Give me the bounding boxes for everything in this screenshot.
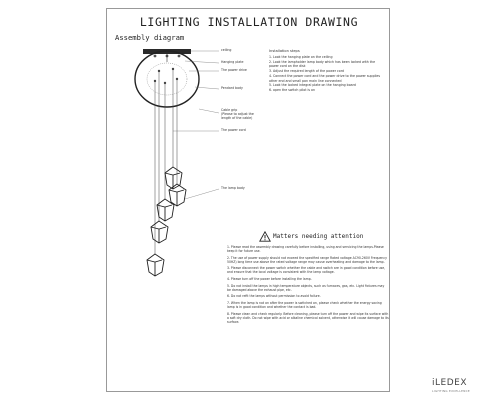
label-pendant-body: Pendant body — [221, 86, 243, 90]
installation-steps-heading: Installation steps — [269, 49, 300, 53]
warning-icon — [259, 231, 271, 242]
step-item: 6. open the switch pilot is on — [269, 88, 315, 93]
attention-notes — [227, 245, 389, 326]
note-item: 2. The use of power supply should not exceed the specified range Rated voltage AC90-260V Frequency 50HZ) long time use above the rated voltage range may cause overheating and damage to the lamp. — [227, 255, 387, 264]
label-power-cord: The power cord — [221, 128, 246, 132]
note-item: 3. Please disconnect the power switch whether the cable and switch are in good condition before use, and ensure that the local voltage is consistent with the lamp voltage. — [227, 266, 386, 275]
instruction-sheet — [106, 8, 390, 392]
note-item: 5. Do not install the lamps in high temperature objects, such as furnaces, gas, etc. Light fixtures may be damaged above the exhaust pipe, etc. — [227, 283, 385, 292]
label-ceiling: ceiling — [221, 48, 232, 52]
installation-steps-list — [269, 55, 385, 93]
step-item: 2. Look the lampholder lamp body which has been locked with the power cord on the disk — [269, 59, 376, 69]
note-item: 7. When the lamp is not on after the power is switched on, please check whether the energy saving lamp is in good condition and whether the contact is bad. — [227, 301, 382, 310]
cage-lamps — [147, 167, 186, 276]
assembly-diagram-heading: Assembly diagram — [115, 33, 185, 42]
note-item: 6. Do not refit the lamps without permission to avoid failure. — [227, 294, 321, 299]
step-item: 1. Look the hanging plate on the ceiling — [269, 55, 333, 59]
label-hanging-plate: Hanging plate — [221, 60, 244, 64]
step-item: 4. Connect the power cord and the power drive to the power supplies other end and small pan main line connected — [269, 74, 380, 83]
cables — [155, 69, 177, 254]
leader-lines — [173, 51, 219, 199]
note-item: 1. Please read the assembly drawing carefully before installing, using and servicing the lamps.Please keep it for future use. — [227, 245, 384, 254]
step-item: 3. Adjust the required length of the power cord — [269, 69, 344, 74]
brand-tagline: LIGHTING EXCELLENCE — [432, 389, 470, 393]
note-item: 4. Please turn off the power before installing the lamp. — [227, 277, 312, 282]
brand-logo: iLEDEX — [432, 378, 467, 388]
note-item: 8. Please clean and check regularly. Before cleaning, please turn off the power and wipe its surface with a soft dry cloth. Do not wipe with acid or alkaline chemical solvent, otherwise it will cause damage to its surface. — [227, 311, 389, 324]
label-power-drive: The power drive — [221, 68, 247, 72]
document-title: LIGHTING INSTALLATION DRAWING — [139, 15, 359, 29]
label-lamp-body: The lamp body — [221, 186, 245, 190]
label-cable-grip: Cable grip (Please to adjust the length of the cable) — [221, 108, 254, 120]
attention-heading: Matters needing attention — [273, 233, 364, 240]
step-item: 5. Look the locked integral plate on the hanging board — [269, 83, 356, 88]
